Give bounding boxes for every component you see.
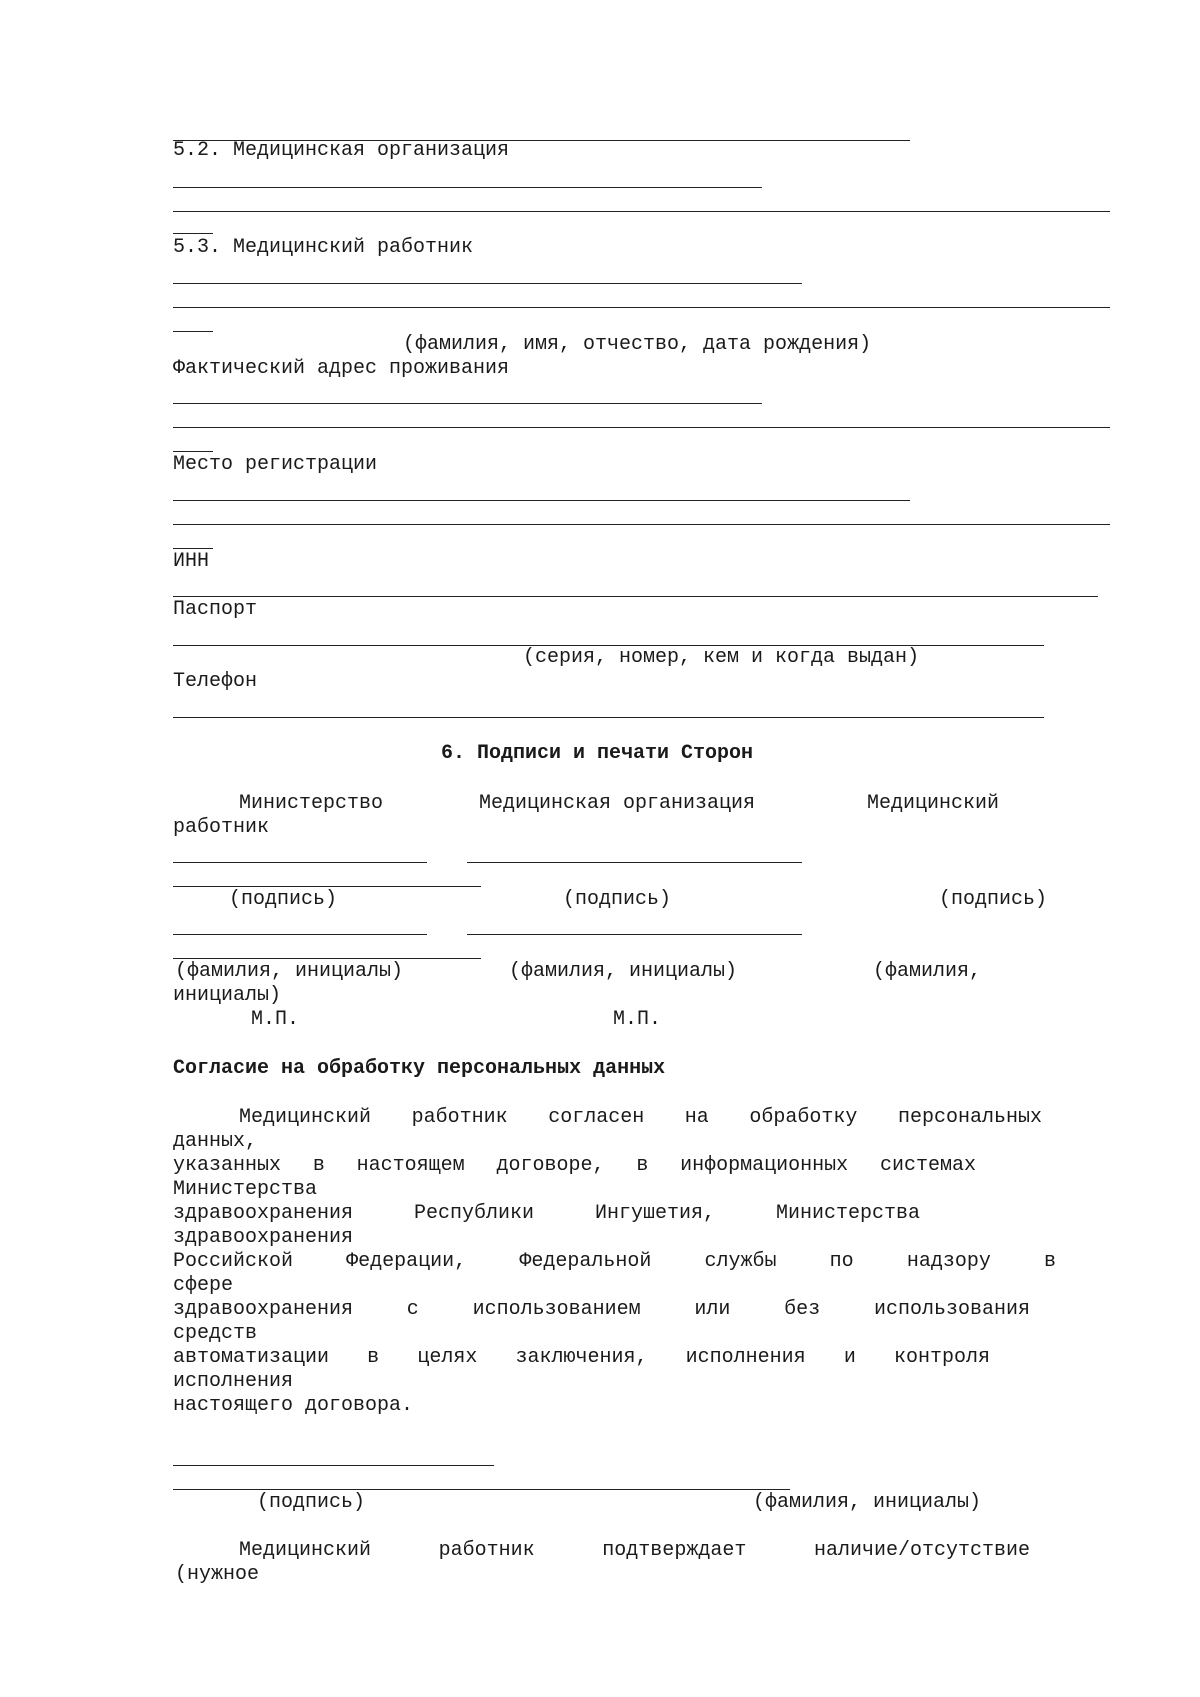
signature-caption: (подпись) xyxy=(939,888,1048,911)
passport-label: Паспорт xyxy=(173,598,258,621)
signature-line xyxy=(173,862,427,863)
party-worker-cont: работник xyxy=(173,816,270,839)
confirm-line-cont: (нужное xyxy=(175,1563,260,1586)
underline xyxy=(173,283,802,284)
underline xyxy=(173,331,213,332)
consent-line: Министерства xyxy=(173,1178,318,1201)
consent-line: настоящего договора. xyxy=(173,1394,414,1417)
consent-line: Медицинский работник согласен на обработку персональных xyxy=(239,1106,1042,1129)
underline xyxy=(173,451,213,452)
signature-caption: (подпись) xyxy=(229,888,338,911)
signature-caption: (подпись) xyxy=(563,888,672,911)
underline xyxy=(173,307,1110,308)
consent-line: автоматизации в целях заключения, исполнения и контроля xyxy=(173,1346,990,1369)
signature-line xyxy=(173,1465,494,1466)
consent-line: Российской Федерации, Федеральной службы по надзору в xyxy=(173,1250,1056,1273)
signature-line xyxy=(173,886,481,887)
consent-heading: Согласие на обработку персональных данных xyxy=(173,1057,666,1080)
underline xyxy=(173,717,1044,718)
name-caption-part: инициалы) xyxy=(173,984,282,1007)
name-caption: (фамилия, инициалы) xyxy=(175,960,404,983)
underline xyxy=(173,187,762,188)
underline xyxy=(173,596,1098,597)
worker-label: 5.3. Медицинский работник xyxy=(173,236,474,259)
consent-line: средств xyxy=(173,1322,258,1345)
underline xyxy=(173,427,1110,428)
underline xyxy=(173,233,213,234)
name-caption: (фамилия, инициалы) xyxy=(509,960,738,983)
consent-line: здравоохранения Республики Ингушетия, Министерства xyxy=(173,1202,920,1225)
consent-line: указанных в настоящем договоре, в информационных системах xyxy=(173,1154,976,1177)
passport-caption: (серия, номер, кем и когда выдан) xyxy=(523,646,920,669)
underline xyxy=(173,211,1110,212)
underline xyxy=(173,548,213,549)
party-ministry: Министерство xyxy=(239,792,384,815)
name-line xyxy=(467,934,802,935)
registration-label: Место регистрации xyxy=(173,453,378,476)
signature-line xyxy=(467,862,802,863)
name-line xyxy=(173,934,427,935)
name-caption-part: (фамилия, xyxy=(873,960,982,983)
section-heading: 6. Подписи и печати Сторон xyxy=(441,742,754,765)
party-worker: Медицинский xyxy=(867,792,1000,815)
name-line xyxy=(173,958,481,959)
consent-line: здравоохранения с использованием или без использования xyxy=(173,1298,1030,1321)
stamp-mark: М.П. xyxy=(251,1008,300,1031)
name-caption: (фамилия, инициалы) xyxy=(753,1491,982,1514)
name-line xyxy=(173,1489,790,1490)
inn-label: ИНН xyxy=(173,550,210,573)
signature-caption: (подпись) xyxy=(257,1491,366,1514)
consent-line: сфере xyxy=(173,1274,234,1297)
party-organization: Медицинская организация xyxy=(479,792,756,815)
consent-line: здравоохранения xyxy=(173,1226,354,1249)
org-label: 5.2. Медицинская организация xyxy=(173,139,510,162)
underline xyxy=(173,524,1110,525)
stamp-mark: М.П. xyxy=(613,1008,662,1031)
confirm-line: Медицинский работник подтверждает наличие/отсутствие xyxy=(239,1539,1030,1562)
consent-line: данных, xyxy=(173,1130,258,1153)
consent-line: исполнения xyxy=(173,1370,294,1393)
fio-caption: (фамилия, имя, отчество, дата рождения) xyxy=(403,333,872,356)
address-label: Фактический адрес проживания xyxy=(173,357,510,380)
underline xyxy=(173,403,762,404)
phone-label: Телефон xyxy=(173,670,258,693)
underline xyxy=(173,500,910,501)
